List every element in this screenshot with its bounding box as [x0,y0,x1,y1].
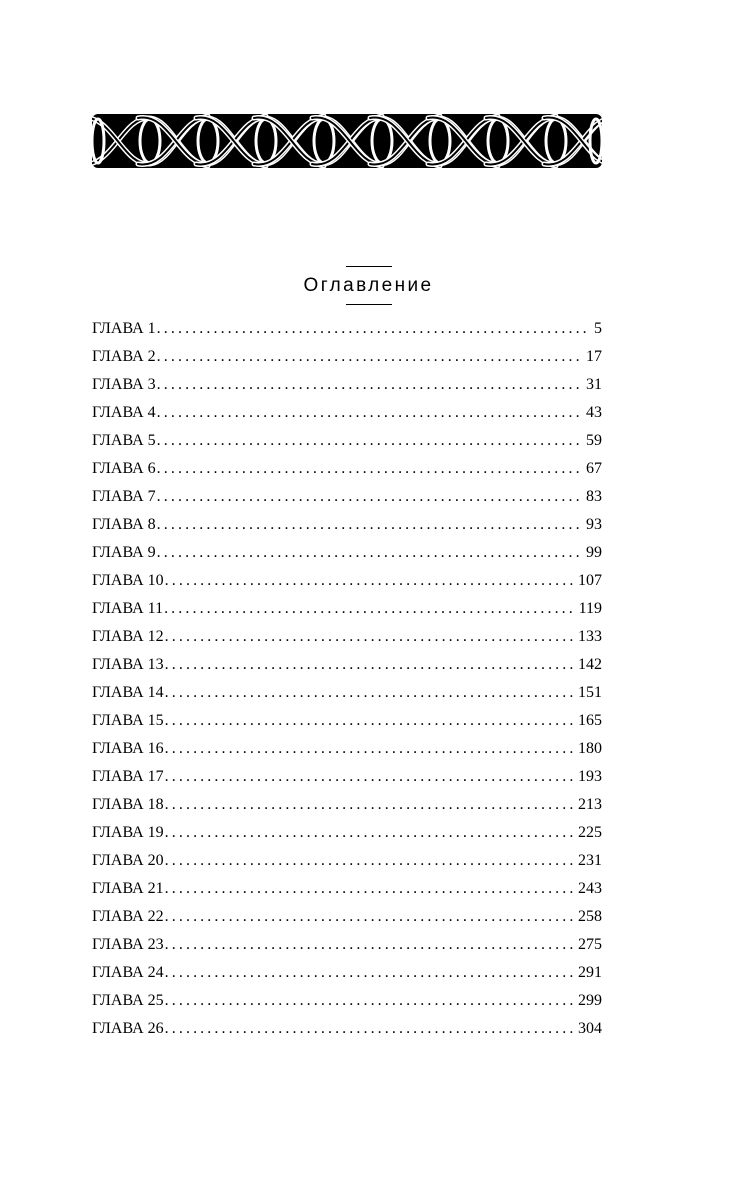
toc-entry-label: ГЛАВА 15 [92,712,164,729]
toc-entry[interactable] [92,656,602,684]
toc-entry-page: 165 [578,712,602,729]
toc-entry-label: ГЛАВА 26 [92,1020,164,1037]
toc-entry-page: 291 [578,964,602,981]
toc-entry-label: ГЛАВА 19 [92,824,164,841]
toc-leader-dots [157,516,582,534]
toc-entry[interactable] [92,684,602,712]
toc-leader-dots [164,600,575,618]
celtic-knot-ornament [92,110,602,172]
toc-entry-page: 133 [578,628,602,645]
toc-entry-label: ГЛАВА 12 [92,628,164,645]
heading-rule-bottom [346,304,392,305]
toc-entry-page: 107 [578,572,602,589]
toc-entry-page: 31 [586,376,602,393]
toc-leader-dots [165,684,574,702]
toc-entry-page: 151 [578,684,602,701]
toc-entry-label: ГЛАВА 25 [92,992,164,1009]
toc-entry[interactable] [92,432,602,460]
toc-entry-label: ГЛАВА 22 [92,908,164,925]
toc-leader-dots [157,544,582,562]
toc-entry-label: ГЛАВА 17 [92,768,164,785]
toc-entry-page: 99 [586,544,602,561]
toc-entry-page: 119 [578,600,602,617]
toc-entry-page: 304 [578,1020,602,1037]
toc-entry-page: 299 [578,992,602,1009]
toc-entry[interactable] [92,572,602,600]
toc-leader-dots [165,796,574,814]
toc-entry-label: ГЛАВА 16 [92,740,164,757]
toc-entry-label: ГЛАВА 3 [92,376,156,393]
toc-entry-label: ГЛАВА 11 [92,600,164,617]
toc-entry-label: ГЛАВА 7 [92,488,156,505]
toc-title: Оглавление [303,275,434,296]
toc-entry-label: ГЛАВА 24 [92,964,164,981]
toc-entry[interactable] [92,852,602,880]
toc-leader-dots [165,712,574,730]
toc-leader-dots [165,824,574,842]
toc-entry-label: ГЛАВА 20 [92,852,164,869]
toc-entry-label: ГЛАВА 6 [92,460,156,477]
toc-leader-dots [165,1020,574,1038]
toc-entry-page: 59 [586,432,602,449]
toc-heading [0,266,737,305]
toc-entry-label: ГЛАВА 14 [92,684,164,701]
toc-leader-dots [165,852,574,870]
toc-leader-dots [165,992,574,1010]
toc-leader-dots [157,432,582,450]
toc-leader-dots [165,656,574,674]
toc-entry-page: 193 [578,768,602,785]
toc-entry[interactable] [92,320,602,348]
toc-leader-dots [157,320,590,338]
toc-leader-dots [165,572,574,590]
toc-entry[interactable] [92,404,602,432]
toc-entry-page: 213 [578,796,602,813]
toc-entry[interactable] [92,712,602,740]
toc-entry-label: ГЛАВА 4 [92,404,156,421]
toc-entry-label: ГЛАВА 18 [92,796,164,813]
toc-entry-page: 93 [586,516,602,533]
toc-entry[interactable] [92,460,602,488]
toc-entry-label: ГЛАВА 2 [92,348,156,365]
toc-entry-label: ГЛАВА 8 [92,516,156,533]
toc-entry-label: ГЛАВА 13 [92,656,164,673]
toc-entry-label: ГЛАВА 21 [92,880,164,897]
toc-list [92,320,602,1048]
toc-entry-page: 243 [578,880,602,897]
toc-entry[interactable] [92,880,602,908]
toc-leader-dots [165,964,574,982]
toc-entry[interactable] [92,908,602,936]
toc-entry[interactable] [92,796,602,824]
toc-entry[interactable] [92,740,602,768]
toc-leader-dots [165,936,574,954]
toc-leader-dots [157,348,582,366]
toc-leader-dots [165,628,574,646]
toc-entry[interactable] [92,992,602,1020]
toc-leader-dots [157,376,582,394]
toc-entry[interactable] [92,544,602,572]
toc-entry-label: ГЛАВА 1 [92,320,156,337]
toc-entry-page: 231 [578,852,602,869]
toc-entry[interactable] [92,628,602,656]
toc-entry-page: 67 [586,460,602,477]
toc-leader-dots [157,488,582,506]
toc-leader-dots [157,460,582,478]
toc-entry-page: 5 [594,320,602,337]
toc-entry-page: 225 [578,824,602,841]
toc-entry-label: ГЛАВА 9 [92,544,156,561]
toc-entry[interactable] [92,516,602,544]
toc-entry-page: 83 [586,488,602,505]
toc-entry-page: 275 [578,936,602,953]
toc-entry-label: ГЛАВА 10 [92,572,164,589]
toc-entry-page: 17 [586,348,602,365]
toc-entry[interactable] [92,936,602,964]
toc-entry[interactable] [92,1020,602,1048]
toc-leader-dots [165,768,574,786]
toc-entry[interactable] [92,376,602,404]
toc-entry-page: 258 [578,908,602,925]
toc-entry-page: 142 [578,656,602,673]
toc-leader-dots [165,740,574,758]
toc-entry-page: 180 [578,740,602,757]
toc-entry[interactable] [92,600,602,628]
heading-rule-top [346,266,392,267]
toc-entry-page: 43 [586,404,602,421]
toc-entry[interactable] [92,488,602,516]
toc-entry-label: ГЛАВА 23 [92,936,164,953]
toc-entry[interactable] [92,824,602,852]
toc-entry[interactable] [92,964,602,992]
toc-entry[interactable] [92,348,602,376]
toc-leader-dots [165,908,574,926]
toc-entry-label: ГЛАВА 5 [92,432,156,449]
toc-leader-dots [157,404,582,422]
toc-entry[interactable] [92,768,602,796]
toc-leader-dots [165,880,574,898]
